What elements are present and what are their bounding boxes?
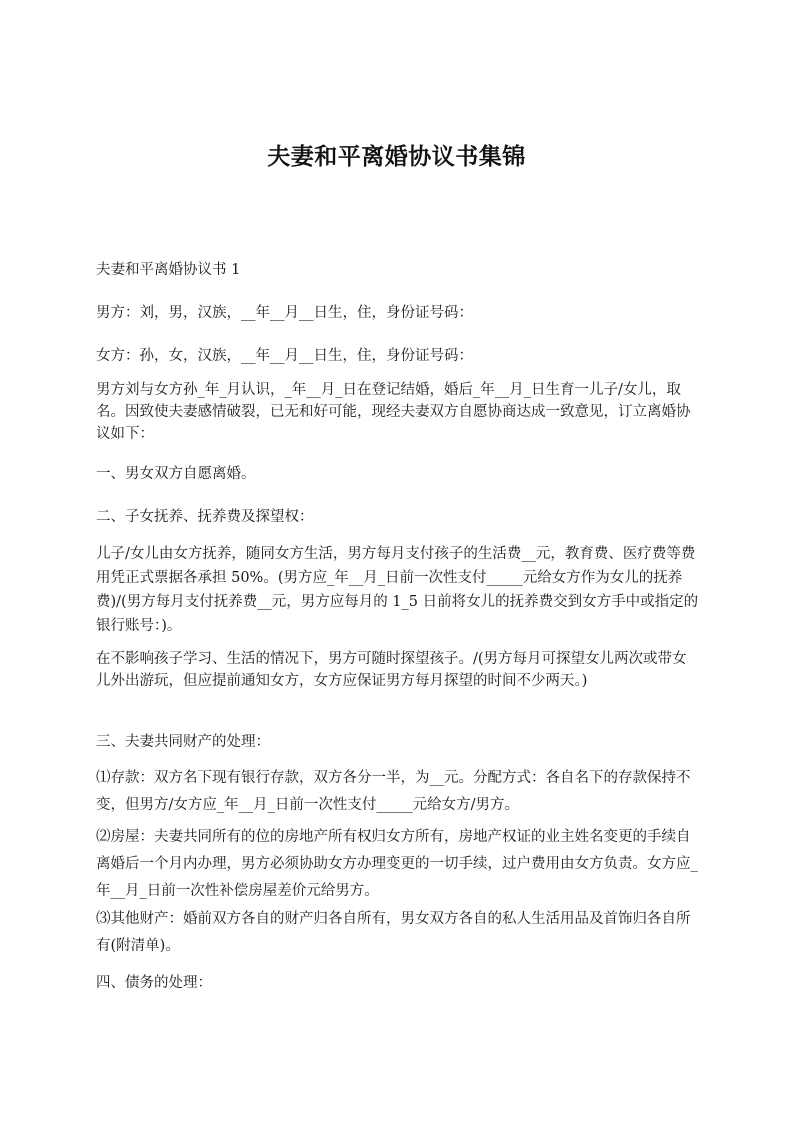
clause-2-heading: 二、子女抚养、抚养费及探望权： bbox=[96, 509, 314, 525]
clause-1-divorce: 一、男女双方自愿离婚。 bbox=[96, 466, 256, 482]
clause-2-visitation-paragraph: 在不影响孩子学习、生活的情况下，男方可随时探望孩子。/(男方每月可探望女儿两次或带女儿外出游玩，但应提前通知女方，女方应保证男方每月探望的时间不少两天。) bbox=[96, 651, 687, 689]
preamble-paragraph: 男方刘与女方孙_年_月认识，_年__月_日在登记结婚，婚后_年__月_日生育一儿子/女儿，取名。因致使夫妻感情破裂，已无和好可能，现经夫妻双方自愿协商达成一致意见，订立离婚协议如下： bbox=[96, 382, 691, 442]
clause-3-other-property-paragraph: ⑶其他财产：婚前双方各自的财产归各自所有，男女双方各自的私人生活用品及首饰归各自所有(附清单)。 bbox=[96, 911, 691, 954]
document-title: 夫妻和平离婚协议书集锦 bbox=[267, 144, 526, 170]
party-female-info: 女方：孙，女，汉族，__年__月__日生，住，身份证号码： bbox=[96, 348, 473, 364]
clause-4-heading: 四、债务的处理： bbox=[96, 975, 212, 991]
section-heading-agreement-1: 夫妻和平离婚协议书 1 bbox=[96, 262, 241, 278]
clause-3-heading: 三、夫妻共同财产的处理： bbox=[96, 734, 270, 750]
party-male-info: 男方：刘，男，汉族，__年__月__日生，住，身份证号码： bbox=[96, 305, 473, 321]
clause-3-savings-paragraph: ⑴存款：双方名下现有银行存款，双方各分一半，为__元。分配方式：各自名下的存款保持不变，但男方/女方应_年__月_日前一次性支付_____元给女方/男方。 bbox=[96, 770, 691, 813]
clause-3-house-paragraph: ⑵房屋：夫妻共同所有的位的房地产所有权归女方所有，房地产权证的业主姓名变更的手续自离婚后一个月内办理，男方必须协助女方办理变更的一切手续，过户费用由女方负责。女方应_年__月_日前一次性补偿房屋差价元给男方。 bbox=[96, 829, 698, 899]
clause-2-custody-paragraph: 儿子/女儿由女方抚养，随同女方生活，男方每月支付孩子的生活费__元，教育费、医疗费等费用凭正式票据各承担 50%。(男方应_年__月_日前一次性支付_____元给女方作为女儿的抚养费)/(男方每月支付抚养费__元，男方应每月的 1_5 日前将女儿的抚养费交到女方手中或指定的银行账号：)。 bbox=[96, 546, 699, 634]
